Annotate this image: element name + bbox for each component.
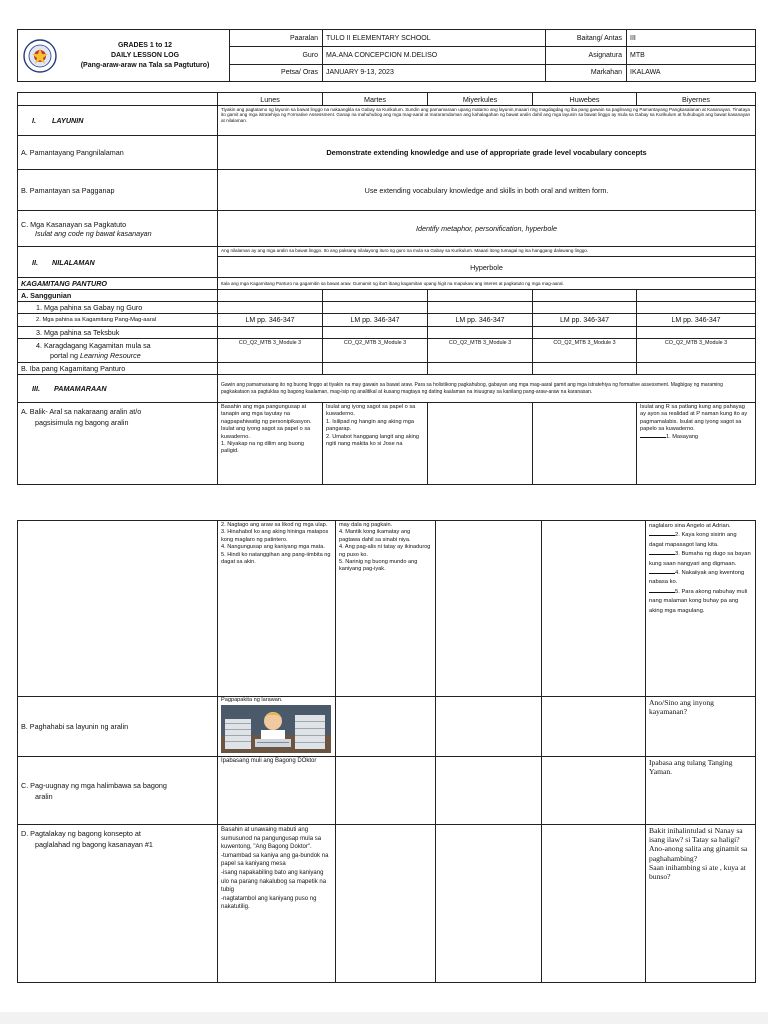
balik-aral-fri-instructions: Isulat ang R sa patlang kung ang pahayag ay ayon sa realidad at P naman kung ito ay pagmamalabis. Isulat ang iyong sagot sa papelo sa kuwaderno. (640, 404, 748, 433)
teksbuk-fri (637, 327, 756, 339)
baitang-value: III (627, 30, 756, 47)
iba-pang-kagamitan-label: B. Iba pang Kagamitang Panturo (18, 363, 218, 375)
balik-aral-thu (533, 403, 637, 485)
pagtalakay-fri-q2: Ano-anong salita ang ginamit sa paghahambing? (649, 844, 748, 863)
balik-aral-tue-item2: 2. Umabot hanggang langit ang aking ngiti nang makita ko si Jose na (326, 433, 419, 448)
paaralan-label: Paaralan (230, 30, 323, 47)
cont-mon-item3: 3. Hinahabol ko ang aking hininga matapos kong maglaro ng patintero. (221, 529, 329, 543)
pagtalakay-fri-q3: Saan inihambing si ate , kuya at bunso? (649, 862, 746, 882)
pagtalakay-thu (542, 825, 646, 983)
header-table (17, 29, 756, 82)
pag-uugnay-wed (436, 757, 542, 825)
deped-seal-icon (23, 39, 57, 73)
iba-wed (428, 363, 533, 375)
lr-portal-label: 4. Karagdagang Kagamitan mula sa (36, 340, 151, 350)
lm-pages-thu: LM pp. 346-347 (533, 314, 637, 327)
lm-pages-tue: LM pp. 346-347 (323, 314, 428, 327)
paghahabi-wed (436, 697, 542, 757)
pagtalakay-label2: paglalahad ng bagong kasanayan #1 (35, 840, 153, 849)
pag-uugnay-tue (336, 757, 436, 825)
cont-mon-item5: 5. Hindi ko natanggihan ang pang-iimbita ng dagat sa akin. (221, 551, 331, 566)
cont-tue-line4: 5. Narinig ng buong mundo ang kaniyang pag-iyak. (339, 559, 418, 573)
module-thu: CO_Q2_MTB 3_Module 3 (533, 339, 637, 363)
pag-uugnay-thu (542, 757, 646, 825)
pagtalakay-mon-line2: -isang napakabiling bato ang kaniyang ulo na parang nakalubog sa mapetik na tubig (221, 869, 327, 894)
kasanayan-label: C. Mga Kasanayan sa Pagkatuto (21, 219, 127, 229)
teksbuk-mon (218, 327, 323, 339)
module-wed: CO_Q2_MTB 3_Module 3 (428, 339, 533, 363)
lr-portal-heading (18, 339, 218, 363)
kagamitang-description: Itala ang mga Kagamitang Panturo na gagamitin sa bawat araw. Gumamit ng iba't ibang kagamitan upang higit na mapukaw ang interes at pagkatuto ng mga mag-aaral. (218, 278, 756, 290)
day-monday: Lunes (218, 93, 323, 106)
cont-thu (542, 521, 646, 697)
balik-aral-heading (18, 403, 218, 485)
kagamitang-label: KAGAMITANG PANTURO (18, 278, 218, 290)
paghahabi-fri: Ano/Sino ang inyong kayamanan? (646, 697, 756, 757)
lm-pages-wed: LM pp. 346-347 (428, 314, 533, 327)
pag-uugnay-heading (18, 757, 218, 825)
lm-pages-fri: LM pp. 346-347 (637, 314, 756, 327)
markahan-label: Markahan (546, 64, 627, 81)
sanggunian-label: A. Sanggunian (18, 290, 218, 302)
sanggunian-mon (218, 290, 323, 302)
pamamaraan-label: PAMAMARAAN (54, 384, 107, 393)
cont-tue-line1: may dala ng pagkain. (339, 522, 393, 528)
sanggunian-thu (533, 290, 637, 302)
cont-tue (336, 521, 436, 697)
iba-fri (637, 363, 756, 375)
petsa-value: JANUARY 9-13, 2023 (323, 64, 546, 81)
iba-mon (218, 363, 323, 375)
teksbuk-wed (428, 327, 533, 339)
title-dll: DAILY LESSON LOG (110, 51, 180, 59)
cont-fri-line1: naglalaro sina Angelo at Adrian. (649, 523, 731, 529)
cont-mon-item4: 4. Nangungusap ang kaniyang mga mata. (221, 544, 325, 551)
lm-pages-mon: LM pp. 346-347 (218, 314, 323, 327)
cont-tue-line2: 4. Mantik kong ikamatay ang pagtawa dahil sa sinabi niya. (339, 529, 411, 543)
gabay-guro-mon (218, 302, 323, 314)
nilalaman-num: II. (32, 257, 38, 267)
title-grades: GRADES 1 to 12 (117, 41, 173, 49)
sanggunian-wed (428, 290, 533, 302)
layunin-label: LAYUNIN (52, 116, 84, 125)
pag-uugnay-label2: aralin (35, 791, 53, 801)
pagtalakay-mon-line1: -tumambad sa kaniya ang ga-bundok na papel sa kaniyang mesa (221, 852, 329, 868)
pamamaraan-heading (18, 375, 218, 403)
pagtalakay-mon-instructions: Basahin at unawaing mabuti ang sumusunod na pangungusap mula sa kuwentong, "Ang Bagong Doktor". (221, 827, 322, 851)
layunin-heading (18, 106, 218, 136)
module-fri: CO_Q2_MTB 3_Module 3 (637, 339, 756, 363)
balik-aral-mon-item1: 1. Niyakap na ng dilim ang buong paligid. (221, 441, 305, 455)
kasanayan-heading (18, 211, 218, 247)
day-tuesday: Martes (323, 93, 428, 106)
pamantayang-pangnilalaman-value: Demonstrate extending knowledge and use of appropriate grade level vocabulary concepts (218, 136, 756, 170)
layunin-num: I. (32, 116, 36, 125)
pagtalakay-mon (218, 825, 336, 983)
nilalaman-heading (18, 247, 218, 278)
cont-fri-item4: 4. Nakaiiyak ang kwentong nabasa ko. (649, 570, 745, 586)
nilalaman-description: Ang nilalaman ay ang mga aralin sa bawat linggo. Ito ang paksang nilalayong ituro ng guro na mula sa Gabay sa Kurikulum. Maaari itong tumagal ng isa hanggang dalawang linggo. (218, 247, 756, 257)
iba-tue (323, 363, 428, 375)
header-title-block (18, 30, 230, 82)
lr-portal-label2: portal ng (50, 350, 78, 360)
teksbuk-tue (323, 327, 428, 339)
guro-value: MA.ANA CONCEPCION M.DELISO (323, 47, 546, 64)
cont-fri (646, 521, 756, 697)
pamamaraan-description: Gawin ang pamamaraang ito ng buong linggo at tiyakin na may gawain sa bawat araw. Para sa holistikong pagkahubog, gabayan ang mga mag-aaral gamit ang mga istratehiya ng formative assessment. Magbigay ng maraming pagkakataon sa pagtuklas ng bagong kaalaman, mag-isip ng analitikal at kusang magtaya ng dating kaalaman na iniuugnay sa kanilang pang-araw-araw na karanasan. (218, 375, 756, 403)
paghahabi-thu (542, 697, 646, 757)
page-bottom-band (0, 1012, 768, 1024)
pagtalakay-mon-line3: -nagtatambol ang kaniyang puso ng nakatutilig. (221, 895, 317, 911)
title-subtitle: (Pang-araw-araw na Tala sa Pagtuturo) (80, 61, 210, 69)
cont-mon (218, 521, 336, 697)
balik-aral-mon-instructions: Basahin ang mga pangungusap at tanapin ang mga tayutay na nagpapahiwatig ng personipikasyon. Isulat ang iyong sagot sa papel o sa kuwaderno. (221, 404, 312, 440)
kasanayan-value: Identify metaphor, personification, hyperbole (218, 211, 756, 247)
pagtalakay-tue (336, 825, 436, 983)
paghahabi-mon-text: Pagpapakita ng larawan. (221, 697, 283, 703)
pamantayan-pagganap-label: B. Pamantayan sa Pagganap (18, 170, 218, 211)
pagtalakay-fri-q1: Bakit inihalintulad si Nanay sa isang ilaw? si Tatay sa haligi? (649, 826, 743, 845)
lesson-table-page1 (17, 92, 756, 485)
balik-aral-tue-item1: 1. Isilipad ng hangin ang aking mga pangarap. (326, 418, 415, 433)
asignatura-value: MTB (627, 47, 756, 64)
gabay-guro-wed (428, 302, 533, 314)
pagtalakay-fri (646, 825, 756, 983)
iba-thu (533, 363, 637, 375)
cont-label-cell (18, 521, 218, 697)
sanggunian-fri (637, 290, 756, 302)
days-corner (18, 93, 218, 106)
balik-aral-tue-instructions: Isulat ang iyong sagot sa papel o sa kuwaderno. (326, 404, 416, 418)
cont-fri-item2: 2. Kaya kong sisirin ang dagat mapasagot lang kita. (649, 532, 737, 548)
paaralan-value: TULO II ELEMENTARY SCHOOL (323, 30, 546, 47)
day-friday: Biyernes (637, 93, 756, 106)
balik-aral-wed (428, 403, 533, 485)
pamamaraan-num: III. (32, 384, 40, 393)
gabay-guro-fri (637, 302, 756, 314)
cont-fri-item5: 5. Para akong nabuhay muli nang malaman kong buhay pa ang aking mga magulang. (649, 588, 748, 614)
pag-uugnay-label: C. Pag-uugnay ng mga halimbawa sa bagong (21, 780, 167, 790)
nilalaman-label: NILALAMAN (52, 257, 95, 267)
baitang-label: Baitang/ Antas (546, 30, 627, 47)
pagtalakay-heading (18, 825, 218, 983)
petsa-label: Petsa/ Oras (230, 64, 323, 81)
teksbuk-label: 3. Mga pahina sa Teksbuk (18, 327, 218, 339)
balik-aral-label2: pagsisimula ng bagong aralin (35, 418, 129, 427)
gabay-guro-tue (323, 302, 428, 314)
module-tue: CO_Q2_MTB 3_Module 3 (323, 339, 428, 363)
pag-uugnay-mon: Ipabasang muli ang Bagong DOktor (218, 757, 336, 825)
balik-aral-tue (323, 403, 428, 485)
pagtalakay-label: D. Pagtalakay ng bagong konsepto at (21, 829, 141, 838)
module-mon: CO_Q2_MTB 3_Module 3 (218, 339, 323, 363)
nilalaman-value: Hyperbole (218, 257, 756, 278)
sanggunian-tue (323, 290, 428, 302)
lr-portal-label3: Learning Resource (79, 350, 141, 360)
day-wednesday: Miyerkules (428, 93, 533, 106)
cont-tue-line3: 4. Ang pag-alis ni tatay ay ikinadurog ng puso ko. (339, 544, 431, 558)
lesson-table-page2 (17, 520, 756, 983)
asignatura-label: Asignatura (546, 47, 627, 64)
pagtalakay-wed (436, 825, 542, 983)
paghahabi-tue (336, 697, 436, 757)
cont-wed (436, 521, 542, 697)
kagamitang-mag-aaral-label: 2. Mga pahina sa Kagamitang Pang-Mag-aaral (18, 314, 218, 327)
balik-aral-fri (637, 403, 756, 485)
markahan-value: IKALAWA (627, 64, 756, 81)
day-thursday: Huwebes (533, 93, 637, 106)
gabay-guro-label: 1. Mga pahina sa Gabay ng Guro (18, 302, 218, 314)
pag-uugnay-fri: Ipabasa ang tulang Tanging Yaman. (646, 757, 756, 825)
pamantayang-pangnilalaman-label: A. Pamantayang Pangnilalaman (18, 136, 218, 170)
gabay-guro-thu (533, 302, 637, 314)
kasanayan-sublabel: Isulat ang code ng bawat kasanayan (35, 228, 152, 238)
balik-aral-mon (218, 403, 323, 485)
guro-label: Guro (230, 47, 323, 64)
overworked-doctor-illustration (221, 705, 331, 753)
paghahabi-label: B. Paghahabi sa layunin ng aralin (18, 697, 218, 757)
cont-fri-item3: 3. Bumaha ng dugo sa bayan kung saan nangyari ang digmaan. (649, 551, 751, 567)
layunin-description: Tiyakin ang pagtatamo ng layunin sa bawat linggo na nakaangkla sa Gabay sa Kurikulum. Sundin ang pamamaraan upang matamo ang layunin,maaari ring magdagdag ng iba pang gawain sa paglinang ng Pamantayang Pangkasalanan at Kasanayan. Tinataya ito gamit ang mga istratehiya ng Formative Assessment. Ganap na mahuhubog ang mga mag-aaral at mararamdaman ang kahalagahan ng bawat aralin dahil ang mga layunin sa bawat linggo ay mula sa Gabay sa Kurikulum at huhubugin ang bawat kasanayan at nilalaman. (218, 106, 756, 136)
paghahabi-mon (218, 697, 336, 757)
balik-aral-fri-item1: 1. Masayang (666, 433, 699, 440)
cont-mon-item2: 2. Nagtago ang araw sa likod ng mga ulap. (221, 522, 328, 528)
teksbuk-thu (533, 327, 637, 339)
balik-aral-label: A. Balik- Aral sa nakaraang aralin at/o (21, 407, 142, 416)
pamantayan-pagganap-value: Use extending vocabulary knowledge and skills in both oral and written form. (218, 170, 756, 211)
